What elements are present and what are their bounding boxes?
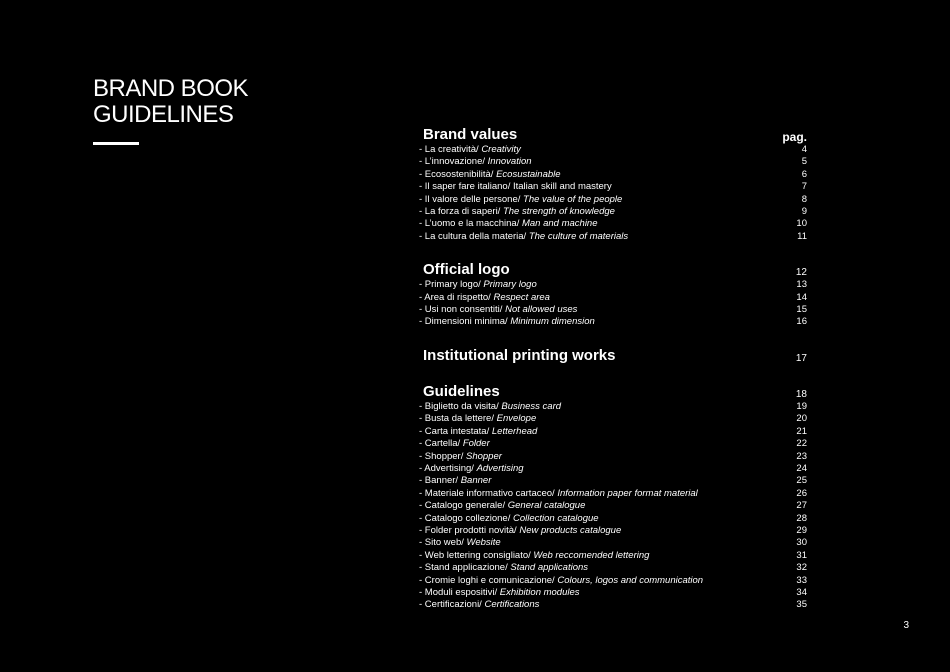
document-title (93, 76, 248, 128)
toc-entry[interactable] (419, 562, 807, 574)
toc-entry-page: 23 (796, 450, 807, 462)
toc-entry-label (419, 475, 491, 487)
toc-entry-english: The strength of knowledge (502, 206, 615, 218)
toc-entry-label (419, 463, 524, 475)
toc-entry-label (419, 426, 537, 438)
toc-entry[interactable] (419, 231, 807, 243)
toc-entry-english: Folder (462, 438, 490, 450)
toc-entry[interactable] (419, 463, 807, 475)
title-underline (93, 142, 139, 145)
toc-entry-label (419, 413, 536, 425)
toc-entry-label (419, 279, 537, 291)
toc-entry[interactable] (419, 587, 807, 599)
toc-entry-page: 9 (801, 206, 807, 218)
toc-section-page: 18 (795, 388, 807, 400)
toc-entry-page: 20 (796, 413, 807, 425)
toc-entry[interactable] (419, 525, 807, 537)
toc-entry-italian: - L’uomo e la macchina/ (419, 218, 522, 230)
toc-entry-label (419, 206, 615, 218)
toc-entry-label (419, 537, 501, 549)
toc-entry-english: Primary logo (483, 279, 537, 291)
toc-entry-page: 15 (796, 304, 807, 316)
toc-entry-label (419, 438, 490, 450)
toc-entry-label (419, 316, 595, 328)
toc-entry[interactable] (419, 401, 807, 413)
toc-entry-page: 11 (797, 230, 807, 242)
toc-entry-label (419, 525, 621, 537)
toc-entry-label (419, 513, 599, 525)
pag-label: pag. (782, 130, 807, 144)
toc-entry[interactable] (419, 513, 807, 525)
toc-entry-page: 35 (796, 599, 807, 611)
toc-entry-english: The culture of materials (528, 230, 629, 242)
toc-section (419, 126, 807, 243)
toc-entry[interactable] (419, 537, 807, 549)
toc-entry-page: 33 (796, 574, 807, 586)
toc-entry[interactable] (419, 413, 807, 425)
toc-entry[interactable] (419, 438, 807, 450)
toc-entry-page: 34 (796, 586, 807, 598)
toc-entry-label (419, 169, 561, 181)
toc-section-title[interactable]: Brand values (423, 126, 518, 143)
toc-entry-italian: - Ecosostenibilità/ (419, 168, 497, 180)
toc-entry-italian: - Busta da lettere/ (419, 413, 497, 425)
toc-entry-italian: - Materiale informativo cartaceo/ (419, 487, 558, 499)
toc-entry-page: 24 (796, 462, 807, 474)
toc-entry[interactable] (419, 206, 807, 218)
toc-entry-page: 14 (796, 291, 807, 303)
toc-section-title[interactable]: Guidelines (423, 382, 500, 400)
toc-entry-english: Advertising (476, 462, 524, 474)
toc-entry-italian: - Area di rispetto/ (419, 291, 494, 303)
toc-entry-english: Innovation (487, 156, 532, 168)
toc-entry-label (419, 500, 585, 512)
toc-entry-page: 29 (796, 524, 807, 536)
toc-entry-italian: - Folder prodotti novità/ (419, 524, 520, 536)
toc-entry-english: Minimum dimension (510, 316, 595, 328)
toc-section (419, 347, 807, 365)
toc-entry-page: 28 (796, 512, 807, 524)
toc-entry-label (419, 451, 502, 463)
toc-entry-page: 6 (801, 168, 807, 180)
toc-section (419, 261, 807, 329)
toc-entry-italian: - La creatività/ (419, 144, 482, 155)
toc-entry[interactable] (419, 316, 807, 328)
toc-entry-label (419, 218, 598, 230)
toc-entry-english: Stand applications (510, 562, 589, 574)
toc-entry-english: Letterhead (491, 425, 538, 437)
toc-entry-page: 13 (796, 279, 807, 291)
toc-section-title[interactable]: Institutional printing works (423, 346, 616, 364)
toc-entry-italian: - Dimensioni minima/ (419, 316, 511, 328)
toc-entry-label (419, 488, 698, 500)
toc-entry-italian: - Catalogo generale/ (419, 500, 508, 512)
toc-entry-english: Website (466, 537, 501, 549)
toc-entry-page: 30 (796, 537, 807, 549)
toc-entry-english: General catalogue (507, 500, 586, 512)
toc-entry-english: Shopper (466, 450, 502, 462)
toc-entry-english: Not allowed uses (505, 304, 578, 316)
toc-entry-english: Business card (501, 400, 562, 412)
toc-entry[interactable] (419, 194, 807, 206)
toc-entry-label (419, 144, 521, 156)
toc-entry-label (419, 550, 649, 562)
toc-entry-italian: - Il saper fare italiano/ Italian skill and mastery (419, 181, 612, 193)
toc-entry-english: Banner (460, 475, 492, 487)
toc-entry-italian: - L’innovazione/ (419, 156, 488, 168)
toc-entry[interactable] (419, 156, 807, 168)
toc-entry-italian: - La cultura della materia/ (419, 230, 529, 242)
toc-entry-english: The value of the people (523, 193, 623, 205)
toc-entry-italian: - Sito web/ (419, 537, 467, 549)
toc-section (419, 383, 807, 612)
toc-entry[interactable] (419, 575, 807, 587)
toc-entry-label (419, 194, 622, 206)
toc-entry-italian: - Certificazioni/ (419, 599, 485, 611)
toc-entry-page: 21 (796, 425, 807, 437)
toc-entry[interactable] (419, 279, 807, 291)
toc-entry-page: 25 (796, 475, 807, 487)
toc-entry-english: Information paper format material (557, 487, 698, 499)
toc-entry[interactable] (419, 169, 807, 181)
toc-entry-italian: - Shopper/ (419, 450, 466, 462)
toc-entry-label (419, 587, 580, 599)
toc-entry-italian: - Biglietto da visita/ (419, 400, 502, 412)
toc-entry[interactable] (419, 426, 807, 438)
table-of-contents (419, 126, 807, 612)
toc-entry-page: 32 (796, 562, 807, 574)
toc-entry-italian: - Usi non consentiti/ (419, 304, 506, 316)
toc-entry-english: Certifications (484, 599, 540, 611)
toc-entry-label (419, 575, 703, 587)
toc-entry-label (419, 156, 532, 168)
toc-entry-page: 19 (796, 400, 807, 412)
toc-entry-label (419, 401, 561, 413)
toc-entry-italian: - Banner/ (419, 475, 461, 487)
toc-entry-italian: - Catalogo collezione/ (419, 512, 513, 524)
toc-section-page: 12 (795, 267, 807, 279)
toc-section-header (419, 347, 807, 365)
toc-entry-english: Web reccomended lettering (533, 549, 650, 561)
toc-entry-italian: - Carta intestata/ (419, 425, 492, 437)
toc-entry-english: Man and machine (521, 218, 598, 230)
toc-entry-label (419, 304, 577, 316)
toc-entry-english: Respect area (493, 291, 550, 303)
toc-entry-english: Colours, logos and communication (557, 574, 704, 586)
toc-entry-label (419, 599, 539, 611)
toc-entry-page: 22 (796, 438, 807, 450)
toc-entry-page: 26 (796, 487, 807, 499)
toc-entry-italian: - Cartella/ (419, 438, 463, 450)
title-line-2: GUIDELINES (93, 101, 234, 128)
toc-entry-page: 31 (796, 549, 807, 561)
toc-section-header (419, 261, 807, 279)
toc-entry-page: 8 (801, 193, 807, 205)
toc-entry-label (419, 292, 550, 304)
toc-entry-page: 10 (796, 218, 807, 230)
toc-section-header (419, 126, 807, 144)
toc-entry-italian: - Cromie loghi e comunicazione/ (419, 574, 558, 586)
toc-entry-english: Creativity (481, 144, 521, 155)
toc-entry-italian: - Stand applicazione/ (419, 562, 511, 574)
toc-entry-page: 7 (801, 181, 807, 193)
toc-entry-english: Ecosustainable (496, 168, 561, 180)
toc-entry-english: Exhibition modules (499, 586, 580, 598)
toc-entry[interactable] (419, 218, 807, 230)
toc-entry-english: New products catalogue (519, 524, 622, 536)
toc-entry-italian: - Il valore delle persone/ (419, 193, 524, 205)
toc-entry-italian: - Moduli espositivi/ (419, 586, 500, 598)
toc-entry-italian: - Web lettering consigliato/ (419, 549, 534, 561)
toc-entry[interactable] (419, 181, 807, 193)
toc-entry[interactable] (419, 292, 807, 304)
page-number: 3 (903, 620, 909, 631)
title-line-1: BRAND BOOK (93, 75, 249, 102)
toc-section-page: 17 (795, 352, 807, 364)
toc-entry[interactable] (419, 144, 807, 156)
toc-section-header (419, 383, 807, 401)
toc-entry-page: 16 (796, 316, 807, 328)
toc-entry[interactable] (419, 488, 807, 500)
toc-entry-label (419, 562, 588, 574)
toc-entry-english: Collection catalogue (513, 512, 599, 524)
toc-entry-page: 4 (801, 144, 807, 155)
toc-entry[interactable] (419, 500, 807, 512)
toc-entry[interactable] (419, 599, 807, 611)
toc-entry-page: 5 (801, 156, 807, 168)
toc-entry-page: 27 (796, 500, 807, 512)
toc-entry-label (419, 181, 612, 193)
toc-entry-english: Envelope (496, 413, 537, 425)
toc-entry-italian: - Advertising/ (419, 462, 477, 474)
toc-entry-italian: - Primary logo/ (419, 279, 484, 291)
toc-entry[interactable] (419, 304, 807, 316)
toc-entry[interactable] (419, 475, 807, 487)
toc-entry-label (419, 231, 628, 243)
toc-entry[interactable] (419, 550, 807, 562)
toc-section-title[interactable]: Official logo (423, 261, 510, 279)
toc-entry[interactable] (419, 451, 807, 463)
toc-entry-italian: - La forza di saperi/ (419, 206, 503, 218)
